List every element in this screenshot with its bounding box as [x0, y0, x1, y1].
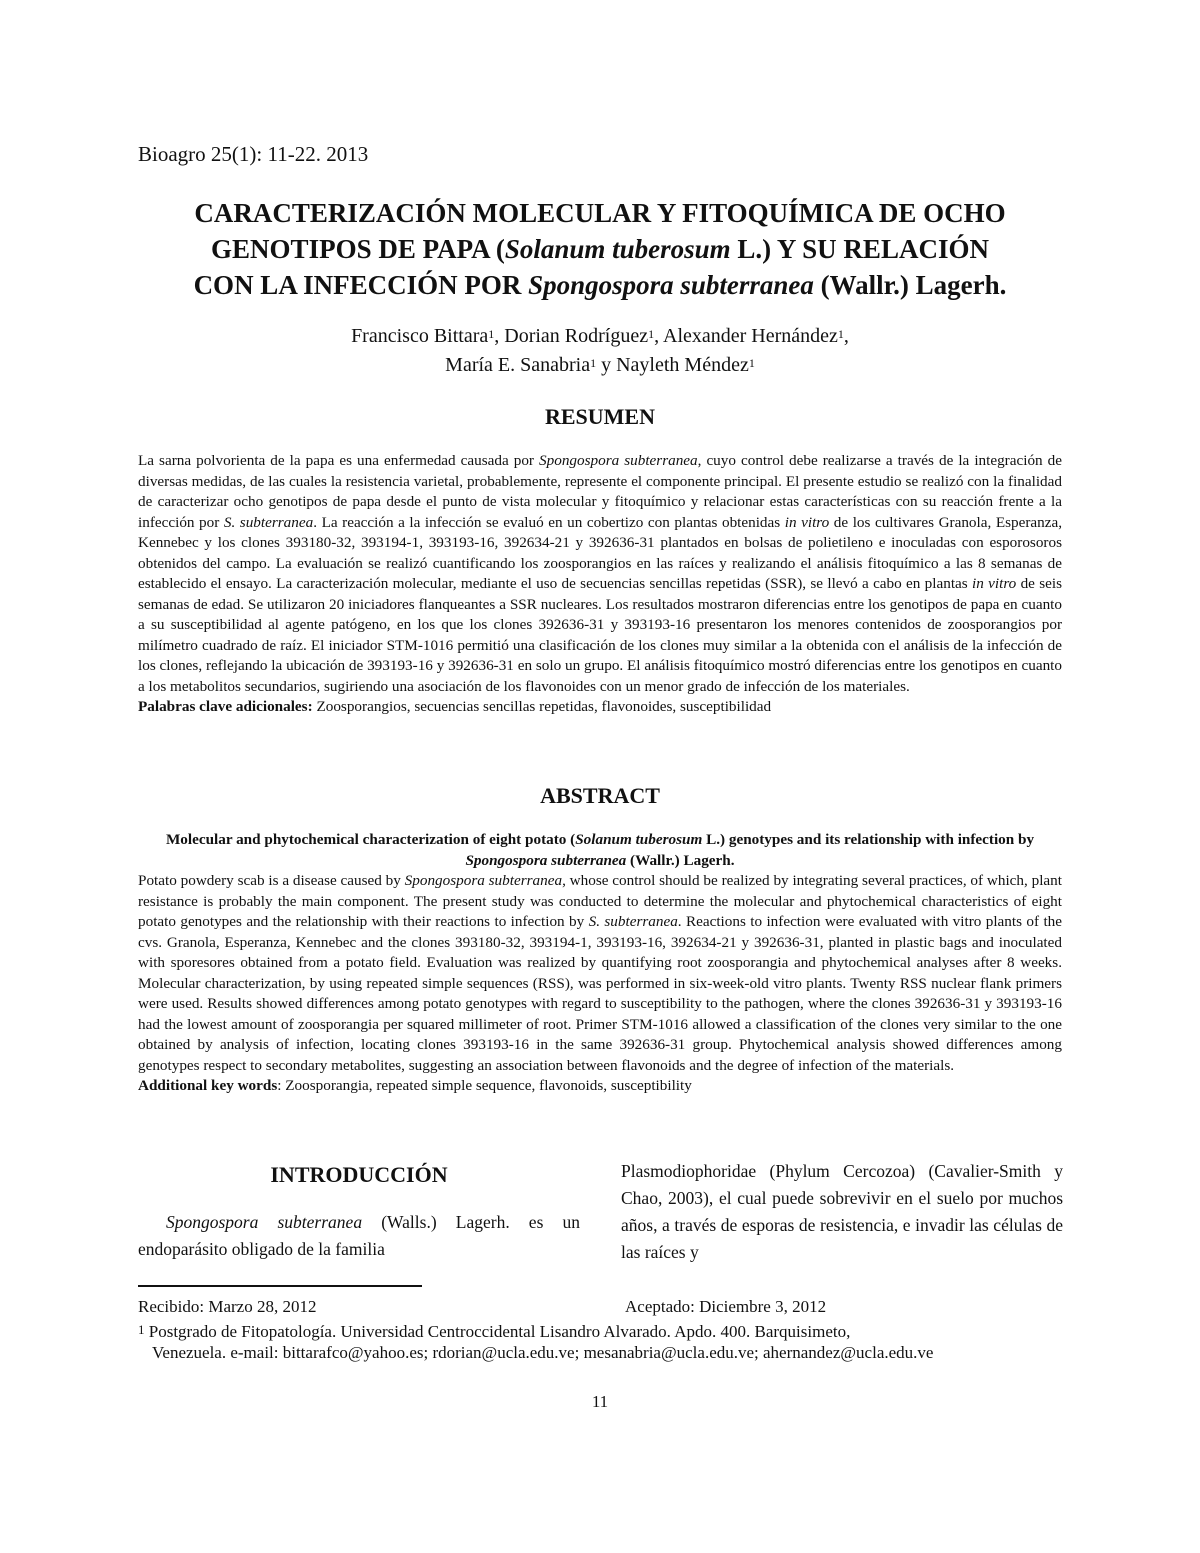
abstract-text: Potato powdery scab is a disease caused by: [138, 872, 405, 889]
abstract-english-title: [138, 830, 1062, 871]
intro-text: (Walls.) Lagerh. es un endoparásito obligado de la familia: [138, 1212, 581, 1259]
page-number: 11: [591, 1392, 609, 1411]
species-name: S. subterranea: [223, 513, 314, 531]
resumen-text: de seis semanas de edad. Se utilizaron 20 iniciadores flanqueantes a SSR nucleares. Los resultados mostraron diferencias entre los genotipos de papa en cuanto a su susceptibilidad al agente patógeno, en los que los clones 392636-31 y 393193-16 presentaron los menores contenidos de zoosporangios por milímetro cuadrado de raíz. El iniciador STM-1016 permitió una clasificación de los clones muy similar a la obtenida con el análisis de la infección de los clones, reflejando la ubicación de 393193-16 y 392636-31 en solo un grupo. El análisis fitoquímico mostró diferencias entre los genotipos en cuanto a los metabolitos secundarios, sugiriendo una asociación de los flavonoides con un menor grado de infección de los materiales.: [138, 575, 1062, 695]
in-vitro-term: in vitro: [784, 513, 830, 531]
abstract-heading: ABSTRACT: [540, 783, 660, 808]
title-species: Spongospora subterranea: [528, 270, 814, 300]
affiliation-text: Postgrado de Fitopatología. Universidad Centroccidental Lisandro Alvarado. Apdo. 400. Barquisimeto,: [144, 1322, 851, 1341]
author-line-1: [100, 322, 1100, 351]
title-line-1: CARACTERIZACIÓN MOLECULAR Y FITOQUÍMICA DE OCHO: [194, 198, 1006, 228]
resumen-keywords: [138, 697, 1062, 718]
abstract-text: . Reactions to infection were evaluated with vitro plants of the cvs. Granola, Esperanza, Kennebec and the clones 393180-32, 393194-1, 393193-16, 392634-21 y 392636-31, planted in plastic bags and inoculated with sporesores obtained from a potato field. Evaluation was realized by quantifying root zoosporangia and phytochemical analyses after 8 weeks. Molecular characterization, by using repeated simple sequences (RSS), was performed in six-week-old vitro plants. Twenty RSS nuclear flank primers were used. Results showed differences among potato genotypes with regard to susceptibility to the pathogen, where the clones 392636-31 y 393193-16 had the lowest amount of zoosporangia per squared millimeter of root. Primer STM-1016 allowed a classification of the clones very similar to the one obtained by analysis of infection, locating clones 393193-16 in the same 392636-31 group. Phytochemical analysis showed differences among genotypes respect to secondary metabolites, suggesting an association between flavonoids and the degree of infection of the materials.: [138, 913, 1063, 1074]
abstract-keywords: [138, 1076, 1062, 1097]
article-title: [100, 195, 1100, 303]
intro-left-column: [138, 1209, 580, 1263]
resumen-text: . La reacción a la infección se evaluó en un cobertizo con plantas obtenidas: [313, 513, 785, 531]
keywords-text: : Zoosporangia, repeated simple sequence, flavonoids, susceptibility: [277, 1077, 692, 1094]
author-line-2: [100, 351, 1100, 380]
title-line-2: [100, 231, 1100, 267]
author-separator: ,: [843, 325, 849, 347]
author-name: Francisco Bittara: [351, 325, 489, 347]
title-text: L.) Y SU RELACIÓN: [730, 234, 989, 264]
affiliation-emails: Venezuela. e-mail: bittarafco@yahoo.es; rdorian@ucla.edu.ve; mesanabria@ucla.edu.ve; ahernandez@ucla.edu.ve: [152, 1343, 934, 1362]
in-vitro-term: in vitro: [972, 575, 1017, 592]
subtitle-text: (Wallr.) Lagerh.: [626, 851, 735, 869]
abstract-text: , whose control should be realized by integrating several practices, of which, plant resistance is probably the main component. The present study was conducted to determine the molecular and phytochemical characteristics of eight potato genotypes and the relationship with their reactions to infection by: [138, 872, 1062, 930]
title-species: Solanum tuberosum: [504, 234, 731, 264]
author-list: [100, 322, 1100, 380]
title-text: CON LA INFECCIÓN POR: [193, 270, 529, 300]
author-name: María E. Sanabria: [445, 354, 591, 376]
abstract-body: [138, 871, 1062, 1097]
author-name: , Alexander Hernández: [654, 325, 838, 347]
affiliation-footnote: [138, 1320, 1060, 1343]
footnote-rule: [138, 1285, 422, 1287]
affiliation-mark: 1: [748, 356, 755, 370]
species-name: Spongospora subterranea: [166, 1212, 363, 1232]
introduction-heading: INTRODUCCIÓN: [270, 1162, 448, 1187]
affiliation-mark: 1: [488, 327, 495, 341]
author-name: y Nayleth Méndez: [596, 354, 749, 376]
intro-right-column: Plasmodiophoridae (Phylum Cercozoa) (Cavalier-Smith y Chao, 2003), el cual puede sobrevivir en el suelo por muchos años, a través de esporas de resistencia, e invadir las células de las raíces y: [621, 1161, 1063, 1262]
species-name: Spongospora subterranea: [539, 452, 698, 469]
accepted-date: Aceptado: Diciembre 3, 2012: [625, 1297, 827, 1316]
affiliation-mark: 1: [138, 1322, 145, 1337]
affiliation-mark: 1: [837, 327, 844, 341]
keywords-label: Additional key words: [138, 1077, 278, 1094]
subtitle-text: L.) genotypes and its relationship with infection by: [702, 831, 1035, 848]
subtitle-text: Molecular and phytochemical characterization of eight potato (: [165, 831, 576, 848]
resumen-heading: RESUMEN: [544, 404, 655, 429]
affiliation-mark: 1: [590, 356, 597, 370]
species-name: Spongospora subterranea: [404, 872, 563, 889]
resumen-text: de los cultivares Granola, Esperanza, Kennebec y los clones 393180-32, 393194-1, 393193-16, 392634-21 y 392636-31 plantados en bolsas de polietileno e inoculadas con esporosoros obtenidos del campo. La evaluación se realizó cuantificando los zoosporangios en las raíces y realizando el análisis fitoquímico a las 8 semanas de establecido el ensayo. La caracterización molecular, mediante el uso de secuencias sencillas repetidas (SSR), se llevó a cabo en plantas: [138, 513, 1063, 592]
journal-reference: Bioagro 25(1): 11-22. 2013: [138, 142, 369, 166]
keywords-text: Zoosporangios, secuencias sencillas repetidas, flavonoides, susceptibilidad: [312, 698, 772, 715]
title-line-3: [100, 267, 1100, 303]
title-text: (Wallr.) Lagerh.: [813, 270, 1007, 300]
received-date: Recibido: Marzo 28, 2012: [138, 1297, 317, 1316]
author-name: , Dorian Rodríguez: [494, 325, 649, 347]
keywords-label: Palabras clave adicionales:: [138, 698, 313, 715]
species-name: Spongospora subterranea: [465, 851, 627, 869]
resumen-text: , cuyo control debe realizarse a través de la integración de diversas medidas, de las cuales la resistencia varietal, probablemente, represente el componente principal. El presente estudio se realizó con la finalidad de caracterizar ocho genotipos de papa desde el punto de vista molecular y fitoquímico y relacionar estas características con su reacción frente a la infección por: [138, 452, 1062, 531]
resumen-body: [138, 451, 1062, 718]
affiliation-mark: 1: [648, 327, 655, 341]
species-name: Solanum tuberosum: [575, 831, 703, 848]
title-text: GENOTIPOS DE PAPA (: [211, 234, 505, 264]
species-name: S. subterranea: [588, 913, 678, 930]
resumen-text: La sarna polvorienta de la papa es una enfermedad causada por: [138, 452, 540, 469]
